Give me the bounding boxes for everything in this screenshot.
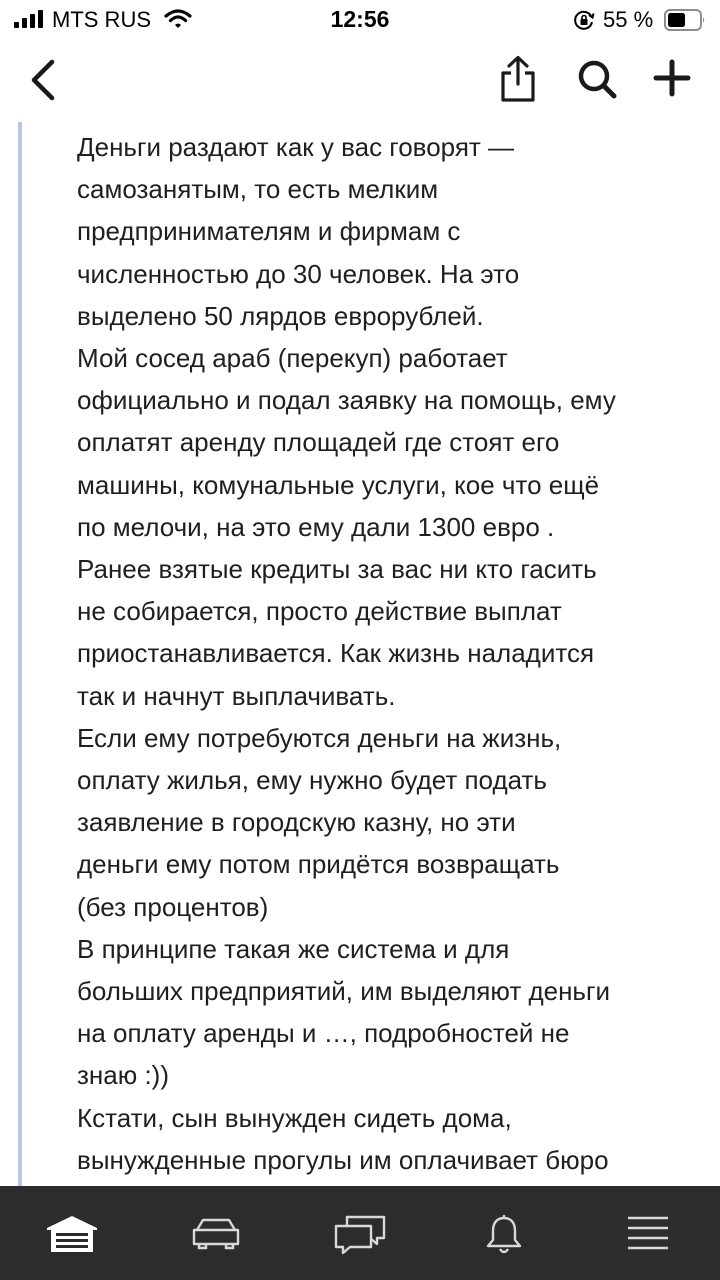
text-line: Ранее взятые кредиты за вас ни кто гасить [77, 554, 597, 585]
text-line: Мой сосед араб (перекуп) работает [77, 343, 508, 374]
text-line: оплату жилья, ему нужно будет подать [77, 765, 547, 796]
clock: 12:56 [330, 6, 390, 32]
tab-menu[interactable] [576, 1186, 720, 1280]
tab-garage[interactable] [0, 1186, 144, 1280]
car-icon [191, 1214, 241, 1250]
post-text [77, 126, 707, 1181]
text-line: выделено 50 лярдов еврорублей. [77, 300, 484, 331]
text-line: на оплату аренды и …, подробностей не [77, 1018, 570, 1049]
garage-icon [45, 1214, 99, 1254]
text-line: официально и подал заявку на помощь, ему [77, 385, 616, 416]
text-line: Деньги раздают как у вас говорят — [77, 132, 515, 162]
rotation-lock-icon [573, 9, 595, 31]
quote-bar [18, 122, 22, 1186]
text-line: заявление в городскую казну, но эти [77, 807, 516, 838]
text-line: Кстати, сын вынужден сидеть дома, [77, 1102, 512, 1133]
chat-icon [333, 1214, 387, 1254]
text-line: не собирается, просто действие выплат [77, 596, 562, 627]
share-icon[interactable] [496, 54, 540, 104]
battery-icon [664, 9, 706, 31]
text-line: по мелочи, на это ему дали 1300 евро . [77, 511, 555, 542]
navigation-bar [0, 40, 720, 122]
tab-car[interactable] [144, 1186, 288, 1280]
chevron-left-icon[interactable] [22, 58, 66, 102]
tab-bar [0, 1186, 720, 1280]
menu-icon [626, 1214, 670, 1250]
bell-icon [484, 1214, 524, 1256]
text-line: приостанавливается. Как жизнь наладится [77, 638, 595, 669]
status-bar [0, 0, 720, 40]
text-line: так и начнут выплачивать. [77, 680, 396, 711]
text-line: В принципе такая же система и для [77, 933, 510, 964]
text-line: деньги ему потом придётся возвращать [77, 849, 560, 880]
tab-notifications[interactable] [432, 1186, 576, 1280]
text-line: (без процентов) [77, 891, 269, 922]
post-content [0, 122, 720, 1186]
text-line: Если ему потребуются деньги на жизнь, [77, 722, 562, 753]
battery-percent: 55 % [603, 7, 654, 32]
tab-chat[interactable] [288, 1186, 432, 1280]
search-icon[interactable] [574, 56, 620, 102]
text-line: самозанятым, то есть мелким [77, 174, 439, 205]
text-line: знаю :)) [77, 1060, 170, 1091]
text-line: вынужденные прогулы им оплачивает бюро [77, 1144, 609, 1175]
plus-icon[interactable] [650, 56, 694, 100]
text-line: предпринимателям и фирмам с [77, 216, 461, 247]
text-line: численностью до 30 человек. На это [77, 258, 520, 289]
carrier-name: MTS RUS [52, 7, 151, 32]
text-line: машины, комунальные услуги, кое что ещё [77, 469, 600, 500]
text-line: оплатят аренду площадей где стоят его [77, 427, 560, 458]
text-line: больших предприятий, им выделяют деньги [77, 976, 610, 1007]
